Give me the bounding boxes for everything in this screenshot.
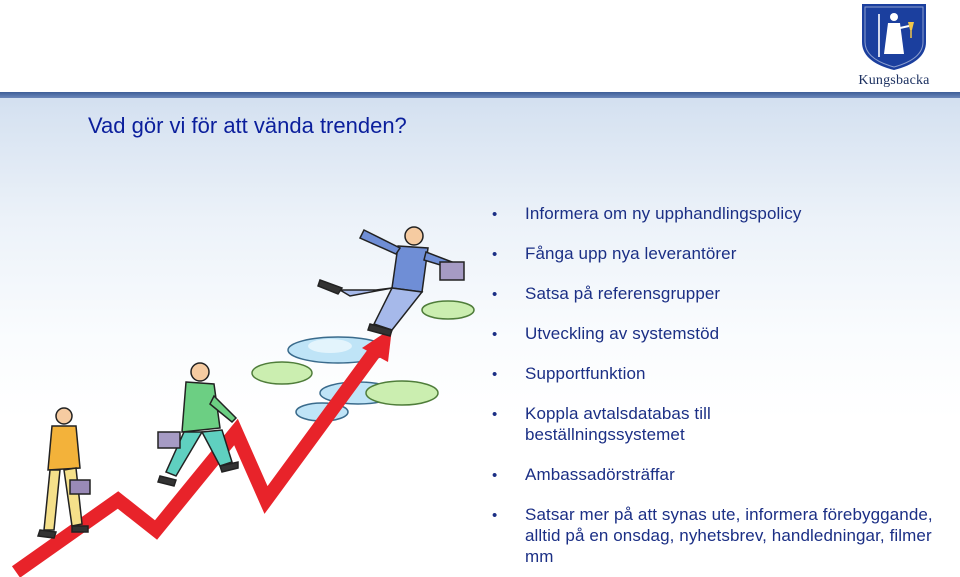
list-item-text: Ambassadörsträffar (525, 465, 675, 484)
bullet-list (492, 203, 942, 567)
list-item (492, 403, 825, 445)
businessman-blue (318, 227, 464, 336)
bullet-dot: • (492, 406, 498, 423)
list-item-text: Koppla avtalsdatabas till beställningssystemet (525, 404, 711, 444)
rising-arrow-with-businessmen-icon (0, 200, 490, 577)
list-item (492, 203, 942, 224)
bullet-dot: • (492, 246, 498, 263)
slide-title: Vad gör vi för att vända trenden? (88, 113, 407, 138)
logo-text: Kungsbacka (858, 73, 930, 88)
kungsbacka-logo (842, 0, 946, 92)
list-item (492, 283, 942, 304)
bullet-dot: • (492, 206, 498, 223)
bullet-dot: • (492, 286, 498, 303)
list-item-text: Fånga upp nya leverantörer (525, 244, 737, 263)
bullet-dot: • (492, 467, 498, 484)
list-item-text: Satsar mer på att synas ute, informera förebyggande, alltid på en onsdag, nyhetsbrev, handledningar, filmer mm (525, 505, 933, 566)
list-item (492, 243, 942, 264)
bullet-dot: • (492, 507, 498, 524)
list-item-text: Supportfunktion (525, 364, 646, 383)
list-item (492, 363, 942, 384)
list-item-text: Informera om ny upphandlingspolicy (525, 204, 802, 223)
header-band (0, 0, 960, 92)
bullet-dot: • (492, 366, 498, 383)
list-item (492, 504, 945, 567)
municipal-coat-of-arms-icon (856, 2, 932, 72)
bullet-dot: • (492, 326, 498, 343)
list-item (492, 323, 942, 344)
list-item-text: Satsa på referensgrupper (525, 284, 721, 303)
list-item (492, 464, 942, 485)
header-divider (0, 92, 960, 98)
list-item-text: Utveckling av systemstöd (525, 324, 720, 343)
